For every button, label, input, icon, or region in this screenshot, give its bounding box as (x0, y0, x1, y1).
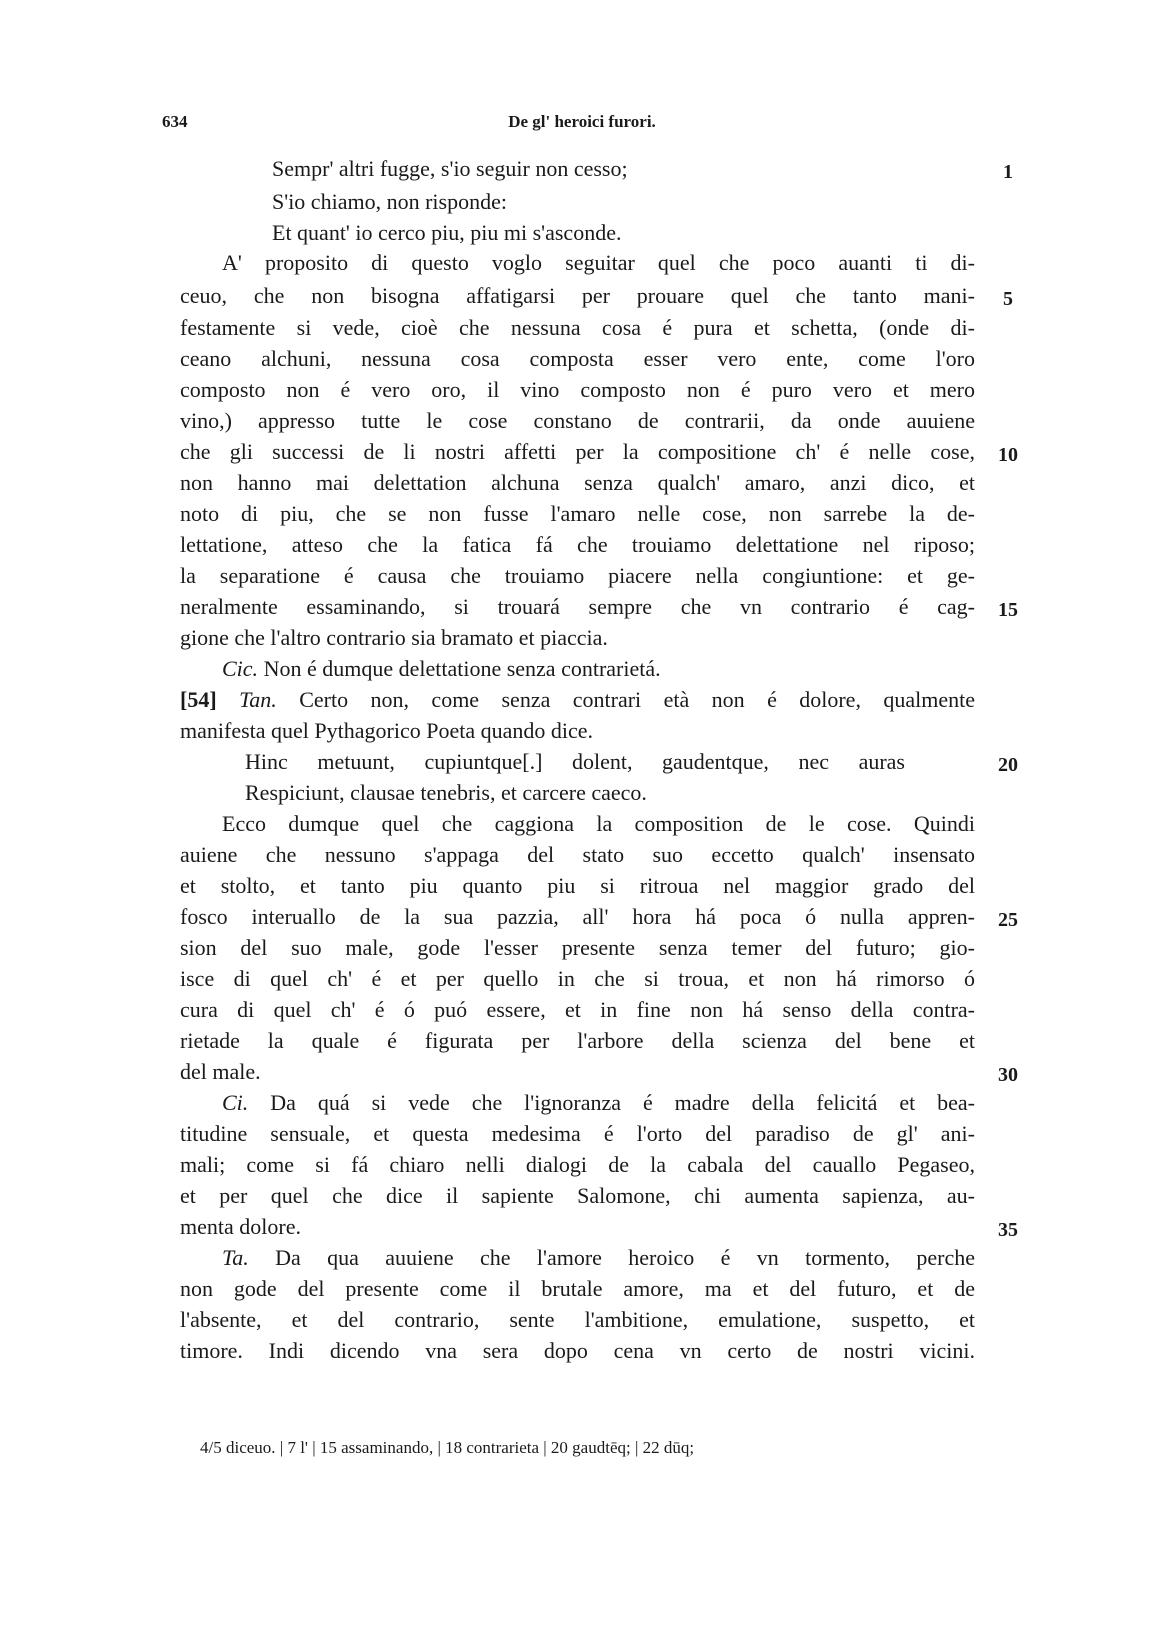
prose-line: l'absente, et del contrario, sente l'ambitione, emulatione, suspetto, et (180, 1307, 975, 1332)
prose-line: timore. Indi dicendo vna sera dopo cena vn certo de nostri vicini. (180, 1338, 975, 1363)
prose-line: neralmente essaminando, si trouará sempre che vn contrario é cag- (180, 594, 975, 619)
dialogue-line (180, 689, 975, 711)
speaker-label: Tan. (239, 687, 277, 712)
prose-line: gione che l'altro contrario sia bramato et piaccia. (180, 625, 608, 650)
prose-line: del male. (180, 1059, 261, 1084)
prose-line: composto non é vero oro, il vino composto non é puro vero et mero (180, 377, 975, 402)
verse-line: S'io chiamo, non risponde: (272, 189, 507, 214)
prose-line: noto di piu, che se non fusse l'amaro nelle cose, non sarrebe la de- (180, 501, 975, 526)
prose-line: ceuo, che non bisogna affatigarsi per prouare quel che tanto mani- (180, 283, 975, 308)
speaker-label: Ta. (222, 1245, 249, 1270)
prose-line: menta dolore. (180, 1214, 301, 1239)
line-number: 30 (998, 1064, 1018, 1086)
section-marker: [54] (180, 687, 217, 712)
line-number: 10 (998, 444, 1018, 466)
prose-line: A' proposito di questo voglo seguitar quel che poco auanti ti di- (222, 250, 975, 275)
verse-line: Et quant' io cerco piu, piu mi s'asconde. (272, 220, 622, 245)
line-number: 25 (998, 909, 1018, 931)
speaker-label: Cic. (222, 656, 259, 681)
prose-line: ceano alchuni, nessuna cosa composta esser vero ente, come l'oro (180, 346, 975, 371)
prose-line: festamente si vede, cioè che nessuna cosa é pura et schetta, (onde di- (180, 315, 975, 340)
prose-line: cura di quel ch' é ó puó essere, et in fine non há senso della contra- (180, 997, 975, 1022)
verse-line: Sempr' altri fugge, s'io seguir non cesso; (272, 156, 628, 181)
prose-line: non hanno mai delettation alchuna senza qualch' amaro, anzi dico, et (180, 470, 975, 495)
page-number: 634 (162, 112, 188, 131)
line-number: 1 (1003, 161, 1013, 183)
prose-line: sion del suo male, gode l'esser presente senza temer del futuro; gio- (180, 935, 975, 960)
prose-line: titudine sensuale, et questa medesima é l'orto del paradiso de gl' ani- (180, 1121, 975, 1146)
verse-line: Respiciunt, clausae tenebris, et carcere caeco. (245, 780, 647, 805)
dialogue-text: Non é dumque delettatione senza contrarietá. (263, 656, 661, 681)
prose-line: rietade la quale é figurata per l'arbore della scienza del bene et (180, 1028, 975, 1053)
running-head: De gl' heroici furori. (508, 112, 656, 131)
critical-apparatus: 4/5 diceuo. | 7 l' | 15 assaminando, | 18 contrarieta | 20 gaudtēq; | 22 dūq; (200, 1438, 695, 1457)
prose-line: mali; come si fá chiaro nelli dialogi de la cabala del cauallo Pegaseo, (180, 1152, 975, 1177)
prose-line: auiene che nessuno s'appaga del stato suo eccetto qualch' insensato (180, 842, 975, 867)
dialogue-text: Da quá si vede che l'ignoranza é madre della felicitá et bea- (270, 1090, 976, 1115)
prose-line: et per quel che dice il sapiente Salomone, chi aumenta sapienza, au- (180, 1183, 975, 1208)
prose-line: che gli successi de li nostri affetti per la compositione ch' é nelle cose, (180, 439, 975, 464)
prose-line: fosco interuallo de la sua pazzia, all' hora há poca ó nulla appren- (180, 904, 975, 929)
line-number: 5 (1003, 288, 1013, 310)
prose-line: vino,) appresso tutte le cose constano de contrarii, da onde auuiene (180, 408, 975, 433)
prose-line: et stolto, et tanto piu quanto piu si ritroua nel maggior grado del (180, 873, 975, 898)
prose-line: Ecco dumque quel che caggiona la composition de le cose. Quindi (222, 811, 975, 836)
verse-line: Hinc metuunt, cupiuntque[.] dolent, gaudentque, nec auras (245, 749, 905, 774)
prose-line: la separatione é causa che trouiamo piacere nella congiuntione: et ge- (180, 563, 975, 588)
prose-line: manifesta quel Pythagorico Poeta quando dice. (180, 718, 593, 743)
speaker-label: Ci. (222, 1090, 249, 1115)
dialogue-line (222, 658, 661, 680)
line-number: 35 (998, 1219, 1018, 1241)
dialogue-text: Da qua auuiene che l'amore heroico é vn tormento, perche (275, 1245, 975, 1270)
dialogue-line (222, 1092, 975, 1114)
line-number: 15 (998, 599, 1018, 621)
prose-line: non gode del presente come il brutale amore, ma et del futuro, et de (180, 1276, 975, 1301)
line-number: 20 (998, 754, 1018, 776)
dialogue-text: Certo non, come senza contrari età non é dolore, qualmente (299, 687, 975, 712)
dialogue-line (222, 1247, 975, 1269)
prose-line: isce di quel ch' é et per quello in che si troua, et non há rimorso ó (180, 966, 975, 991)
prose-line: lettatione, atteso che la fatica fá che trouiamo delettatione nel riposo; (180, 532, 975, 557)
